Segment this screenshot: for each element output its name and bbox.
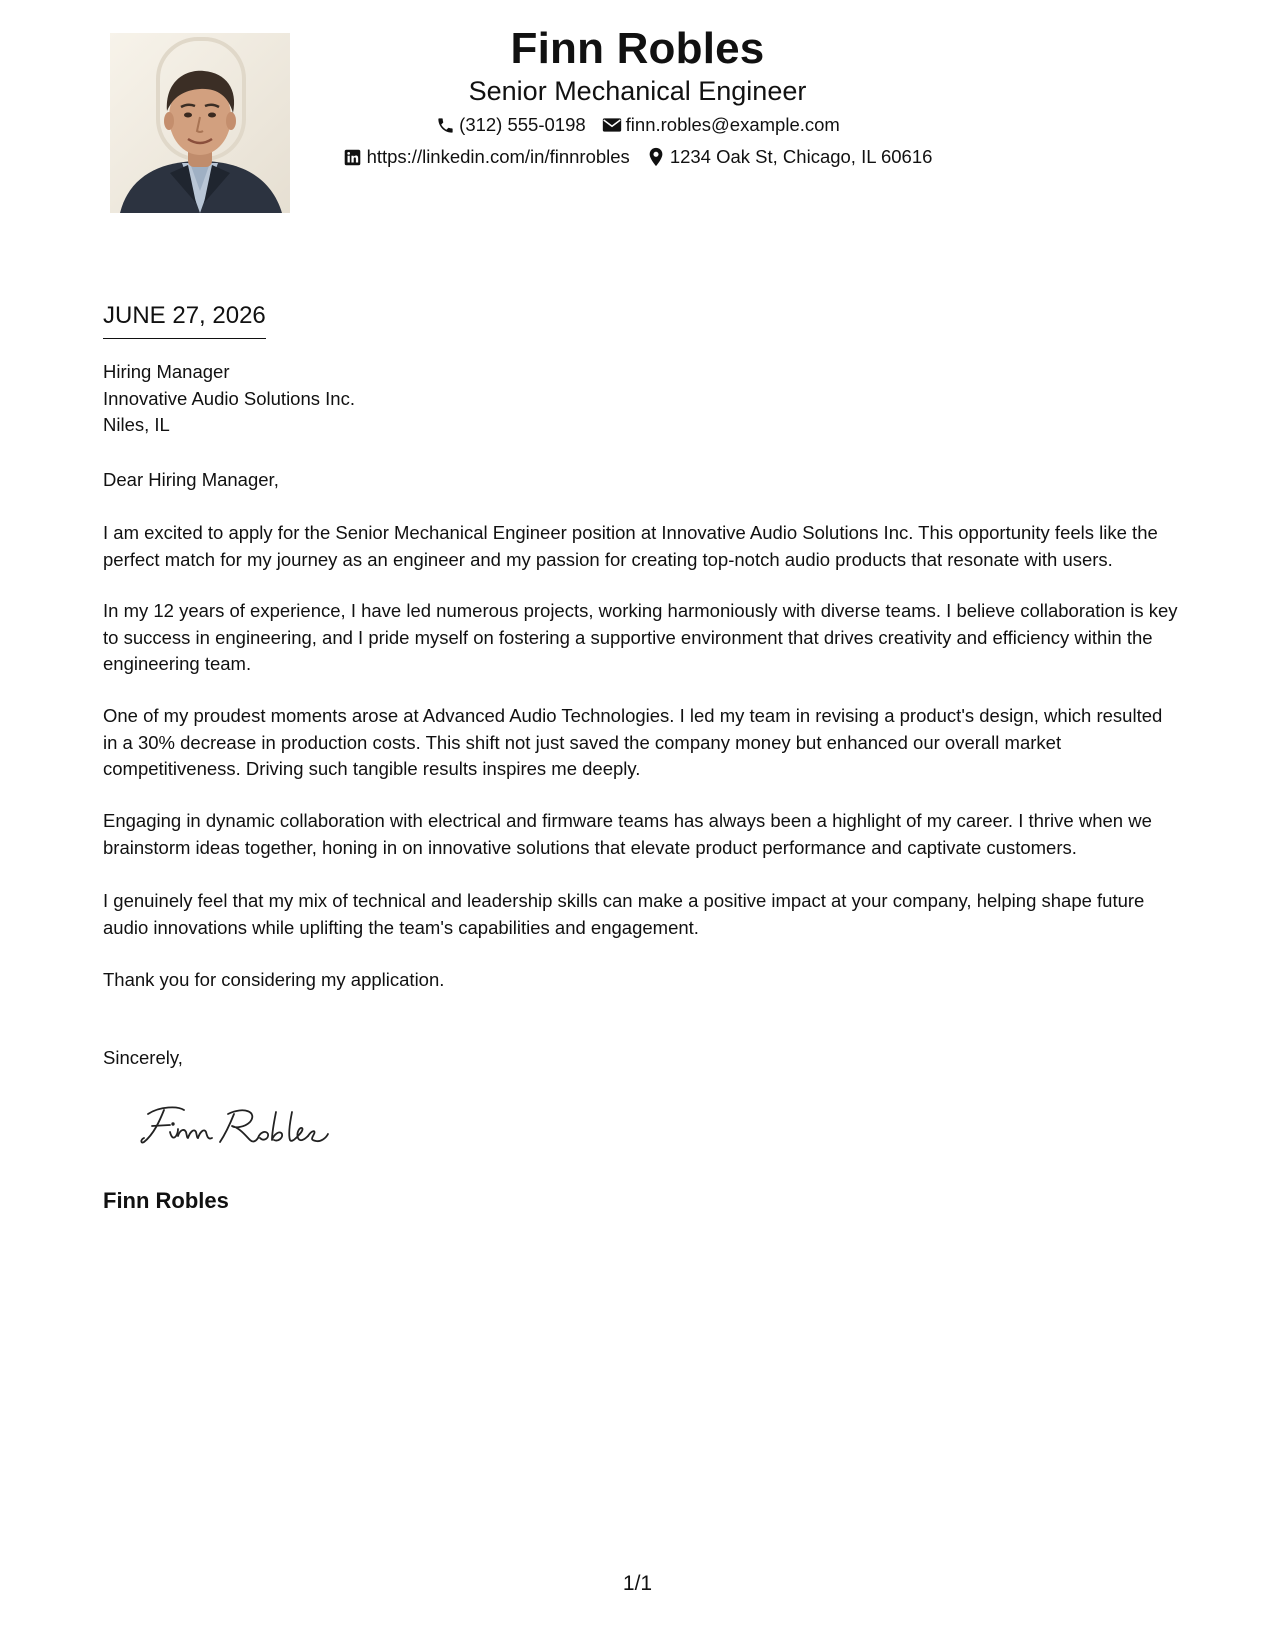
contact-linkedin — [343, 144, 630, 170]
linkedin-link[interactable]: https://linkedin.com/in/finnrobles — [366, 146, 630, 167]
body-paragraph: I am excited to apply for the Senior Mechanical Engineer position at Innovative Audio Solutions Inc. This opportunity feels like the perfect match for my journey as an engineer and my passion for creating top-notch audio products that resonate with users. — [103, 522, 1158, 570]
body-paragraph: In my 12 years of experience, I have led numerous projects, working harmoniously with diverse teams. I believe collaboration is key to success in engineering, and I pride myself on fostering a supportive environment that drives creativity and efficiency within the engineering team. — [103, 600, 1178, 674]
contact-address — [646, 144, 933, 170]
body-paragraph: I genuinely feel that my mix of technical and leadership skills can make a positive impact at your company, helping shape future audio innovations while uplifting the team's capabilities and engagement. — [103, 890, 1145, 938]
email-link[interactable]: finn.robles@example.com — [625, 114, 840, 135]
body-paragraph: One of my proudest moments arose at Advanced Audio Technologies. I led my team in revising a product's design, which resulted in a 30% decrease in production costs. This shift not just saved the company money but enhanced our overall market competitiveness. Driving such tangible results inspires me deeply. — [103, 705, 1163, 779]
recipient-company: Innovative Audio Solutions Inc. — [103, 387, 355, 409]
signer-name: Finn Robles — [103, 1188, 229, 1213]
address-text: 1234 Oak St, Chicago, IL 60616 — [669, 146, 933, 167]
contact-email — [602, 112, 840, 138]
recipient-name: Hiring Manager — [103, 361, 230, 382]
body-paragraph: Engaging in dynamic collaboration with electrical and firmware teams has always been a highlight of my career. I thrive when we brainstorm ideas together, honing in on innovative solutions that elevate product performance and captivate customers. — [103, 810, 1152, 858]
contact-row-secondary — [0, 144, 1275, 170]
envelope-icon — [602, 115, 622, 135]
contact-phone — [435, 112, 586, 138]
recipient-block — [103, 359, 355, 439]
body-paragraph: Thank you for considering my application. — [103, 969, 445, 990]
closing: Sincerely, — [103, 1047, 183, 1068]
map-pin-icon — [646, 147, 666, 167]
salutation: Dear Hiring Manager, — [103, 469, 279, 490]
phone-icon — [435, 115, 455, 135]
phone-text[interactable]: (312) 555-0198 — [459, 114, 586, 135]
applicant-title: Senior Mechanical Engineer — [468, 76, 807, 106]
contact-row-primary — [0, 112, 1275, 138]
recipient-location: Niles, IL — [103, 414, 170, 435]
letter-header — [0, 0, 1275, 230]
linkedin-icon — [343, 147, 363, 167]
handwritten-signature — [140, 1100, 330, 1150]
applicant-name: Finn Robles — [510, 24, 765, 73]
page-number: 1/1 — [622, 1572, 653, 1595]
letter-date: JUNE 27, 2026 — [103, 300, 266, 339]
